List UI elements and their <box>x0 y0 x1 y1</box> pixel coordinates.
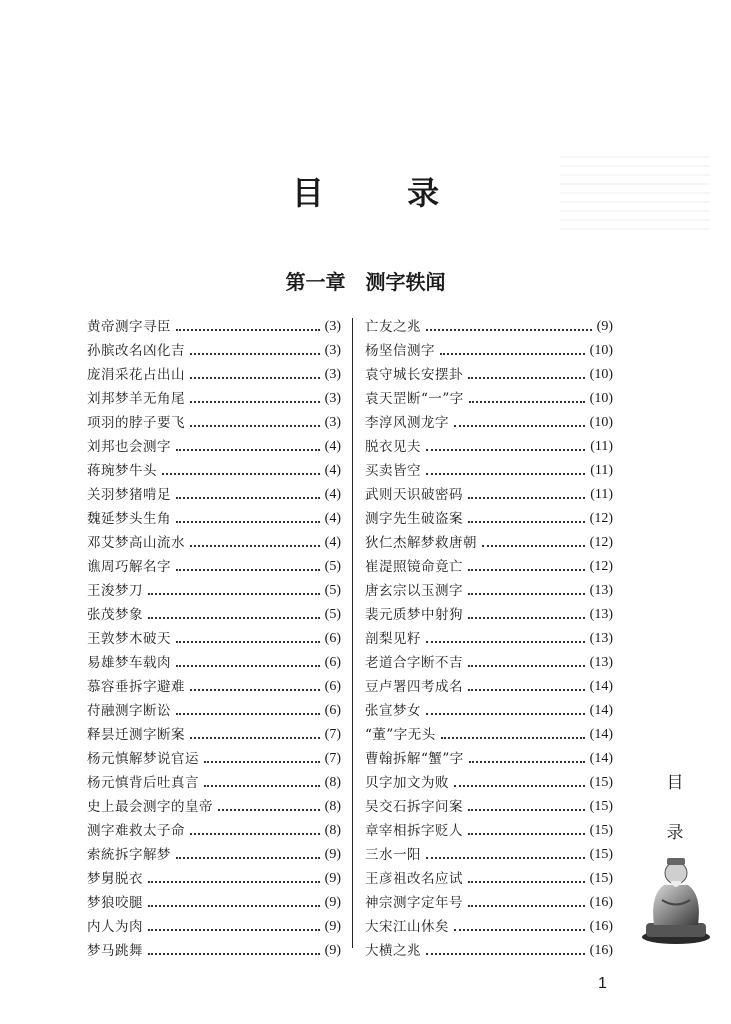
toc-entry-page: (5) <box>324 559 341 574</box>
toc-entry <box>365 675 613 699</box>
toc-entry-page: (9) <box>596 319 613 334</box>
toc-entry <box>87 483 341 507</box>
toc-entry-title: 易雄梦车载肉 <box>87 655 171 671</box>
toc-entry-title: 黄帝测字寻臣 <box>87 319 171 335</box>
toc-entry-title: 贝字加文为败 <box>365 775 449 791</box>
toc-entry <box>87 315 341 339</box>
toc-entry-title: “董”字无头 <box>365 727 436 743</box>
toc-entry-page: (11) <box>590 439 613 454</box>
toc-entry-page: (4) <box>324 487 341 502</box>
side-label-char-1: 目 <box>666 773 684 793</box>
toc-entry-title: 刘邦梦羊无角尾 <box>87 391 185 407</box>
toc-entry-title: 内人为肉 <box>87 919 143 935</box>
toc-entry-title: 张茂梦象 <box>87 607 143 623</box>
toc-entry-page: (12) <box>589 511 613 526</box>
toc-entry-title: 杨元慎背后吐真言 <box>87 775 199 791</box>
toc-dot-leader <box>176 497 320 499</box>
toc-right-column <box>365 315 613 963</box>
toc-entry-title: 刘邦也会测字 <box>87 439 171 455</box>
toc-dot-leader <box>190 737 320 739</box>
toc-entry-page: (15) <box>589 823 613 838</box>
toc-entry-title: 大横之兆 <box>365 943 421 959</box>
toc-entry <box>87 675 341 699</box>
toc-entry <box>365 459 613 483</box>
toc-entry-title: 大宋江山休矣 <box>365 919 449 935</box>
toc-entry-page: (5) <box>324 583 341 598</box>
toc-entry-title: 剖梨见籽 <box>365 631 421 647</box>
toc-entry <box>365 555 613 579</box>
toc-dot-leader <box>162 473 320 475</box>
toc-entry <box>365 771 613 795</box>
toc-entry-page: (14) <box>589 727 613 742</box>
toc-entry <box>365 891 613 915</box>
toc-dot-leader <box>176 857 320 859</box>
toc-entry-page: (15) <box>589 799 613 814</box>
toc-entry-title: 谯周巧解名字 <box>87 559 171 575</box>
toc-entry-title: 吴交石拆字问案 <box>365 799 463 815</box>
toc-entry-page: (13) <box>589 583 613 598</box>
toc-entry-title: 裴元质梦中射狗 <box>365 607 463 623</box>
toc-entry-page: (15) <box>589 871 613 886</box>
toc-entry-page: (6) <box>324 655 341 670</box>
toc-entry-page: (12) <box>589 535 613 550</box>
toc-entry <box>365 819 613 843</box>
toc-entry-title: 测字先生破盗案 <box>365 511 463 527</box>
toc-entry-title: 史上最会测字的皇帝 <box>87 799 213 815</box>
toc-entry-page: (4) <box>324 439 341 454</box>
toc-entry-title: 梦狼咬腿 <box>87 895 143 911</box>
page-number: 1 <box>598 975 607 992</box>
toc-entry-title: 张宣梦女 <box>365 703 421 719</box>
toc-dot-leader <box>426 641 585 643</box>
toc-dot-leader <box>468 905 585 907</box>
toc-dot-leader <box>148 905 320 907</box>
toc-entry-title: 章宰相拆字贬人 <box>365 823 463 839</box>
toc-dot-leader <box>190 425 320 427</box>
toc-entry-page: (3) <box>324 319 341 334</box>
toc-entry <box>365 339 613 363</box>
toc-entry-page: (13) <box>589 655 613 670</box>
toc-entry <box>87 915 341 939</box>
toc-entry <box>87 435 341 459</box>
toc-entry-title: 武则天识破密码 <box>365 487 463 503</box>
toc-entry <box>365 651 613 675</box>
toc-entry <box>365 315 613 339</box>
toc-entry-page: (7) <box>324 727 341 742</box>
toc-entry-page: (9) <box>324 895 341 910</box>
toc-dot-leader <box>468 617 585 619</box>
toc-dot-leader <box>190 689 320 691</box>
toc-dot-leader <box>148 953 320 955</box>
toc-entry-page: (11) <box>590 487 613 502</box>
toc-entry-title: 老道合字断不吉 <box>365 655 463 671</box>
toc-entry-page: (6) <box>324 679 341 694</box>
toc-entry-title: 三水一阳 <box>365 847 421 863</box>
toc-entry-title: 神宗测字定年号 <box>365 895 463 911</box>
toc-dot-leader <box>454 785 585 787</box>
toc-entry-page: (10) <box>589 415 613 430</box>
toc-dot-leader <box>190 401 320 403</box>
toc-entry <box>365 939 613 963</box>
toc-entry-page: (8) <box>324 775 341 790</box>
toc-entry-page: (3) <box>324 367 341 382</box>
toc-entry-page: (9) <box>324 871 341 886</box>
toc-entry <box>365 579 613 603</box>
toc-entry-title: 脱衣见夫 <box>365 439 421 455</box>
toc-entry-title: 杨元慎解梦说官运 <box>87 751 199 767</box>
toc-entry <box>365 843 613 867</box>
toc-dot-leader <box>190 353 320 355</box>
toc-entry <box>87 819 341 843</box>
toc-entry-title: 王敦梦木破天 <box>87 631 171 647</box>
toc-entry <box>87 411 341 435</box>
toc-entry-title: 狄仁杰解梦救唐朝 <box>365 535 477 551</box>
toc-entry-page: (6) <box>324 631 341 646</box>
toc-entry-page: (3) <box>324 415 341 430</box>
toc-entry-page: (11) <box>590 463 613 478</box>
toc-entry-page: (14) <box>589 679 613 694</box>
page-title: 目 录 <box>291 174 476 212</box>
toc-entry-page: (6) <box>324 703 341 718</box>
toc-entry <box>87 531 341 555</box>
toc-entry-title: 邓艾梦高山流水 <box>87 535 185 551</box>
toc-entry-title: 梦马跳舞 <box>87 943 143 959</box>
toc-entry-title: 袁天罡断“一”字 <box>365 391 464 407</box>
toc-entry-page: (4) <box>324 463 341 478</box>
toc-dot-leader <box>176 449 320 451</box>
toc-entry-page: (4) <box>324 511 341 526</box>
toc-entry <box>87 771 341 795</box>
toc-dot-leader <box>426 953 585 955</box>
toc-dot-leader <box>468 881 585 883</box>
toc-entry-page: (8) <box>324 823 341 838</box>
toc-dot-leader <box>468 377 585 379</box>
toc-dot-leader <box>426 713 585 715</box>
toc-entry <box>365 795 613 819</box>
toc-dot-leader <box>190 377 320 379</box>
toc-entry-title: 杨坚信测字 <box>365 343 435 359</box>
toc-dot-leader <box>176 569 320 571</box>
toc-dot-leader <box>176 713 320 715</box>
side-label-char-2: 录 <box>666 823 684 843</box>
toc-dot-leader <box>468 569 585 571</box>
toc-entry <box>365 603 613 627</box>
statue-figure-image <box>640 845 712 945</box>
toc-entry-title: 豆卢署四考成名 <box>365 679 463 695</box>
toc-entry <box>365 747 613 771</box>
toc-entry <box>87 795 341 819</box>
toc-entry-page: (15) <box>589 775 613 790</box>
toc-entry-page: (13) <box>589 631 613 646</box>
toc-entry-title: 亡友之兆 <box>365 319 421 335</box>
toc-entry <box>87 651 341 675</box>
toc-left-column <box>87 315 341 963</box>
toc-dot-leader <box>468 593 585 595</box>
toc-dot-leader <box>469 761 585 763</box>
toc-entry <box>365 699 613 723</box>
toc-entry <box>365 387 613 411</box>
toc-entry <box>87 747 341 771</box>
toc-entry <box>365 867 613 891</box>
toc-entry <box>365 915 613 939</box>
toc-entry-title: 魏延梦头生角 <box>87 511 171 527</box>
toc-entry-title: 买卖皆空 <box>365 463 421 479</box>
toc-dot-leader <box>468 809 585 811</box>
toc-dot-leader <box>204 785 320 787</box>
toc-entry-page: (7) <box>324 751 341 766</box>
toc-entry-title: 释昙迁测字断案 <box>87 727 185 743</box>
toc-dot-leader <box>441 737 585 739</box>
toc-entry-page: (14) <box>589 703 613 718</box>
toc-entry-title: 曹翰拆解“蟹”字 <box>365 751 464 767</box>
toc-entry-title: 唐玄宗以玉测字 <box>365 583 463 599</box>
toc-entry <box>87 387 341 411</box>
toc-dot-leader <box>468 497 585 499</box>
toc-entry-title: 项羽的脖子要飞 <box>87 415 185 431</box>
toc-entry-page: (16) <box>589 943 613 958</box>
toc-entry <box>365 723 613 747</box>
toc-dot-leader <box>176 329 320 331</box>
toc-dot-leader <box>454 425 585 427</box>
toc-dot-leader <box>440 353 585 355</box>
toc-entry-page: (10) <box>589 343 613 358</box>
toc-entry <box>87 723 341 747</box>
toc-dot-leader <box>176 665 320 667</box>
toc-entry-title: 慕容垂拆字避难 <box>87 679 185 695</box>
toc-entry-page: (13) <box>589 607 613 622</box>
toc-dot-leader <box>148 593 320 595</box>
toc-entry-title: 索統拆字解梦 <box>87 847 171 863</box>
toc-dot-leader <box>468 665 585 667</box>
toc-entry-page: (10) <box>589 367 613 382</box>
toc-entry-page: (15) <box>589 847 613 862</box>
toc-entry <box>87 507 341 531</box>
toc-entry <box>87 867 341 891</box>
toc-entry-title: 袁守城长安摆卦 <box>365 367 463 383</box>
toc-dot-leader <box>190 545 320 547</box>
toc-dot-leader <box>148 929 320 931</box>
toc-dot-leader <box>454 929 585 931</box>
toc-entry-title: 蒋琬梦牛头 <box>87 463 157 479</box>
toc-entry-title: 崔湜照镜命竟亡 <box>365 559 463 575</box>
toc-entry-title: 测字难救太子命 <box>87 823 185 839</box>
toc-dot-leader <box>468 521 585 523</box>
toc-dot-leader <box>482 545 585 547</box>
toc-entry-title: 关羽梦猪啃足 <box>87 487 171 503</box>
toc-dot-leader <box>468 689 585 691</box>
toc-entry-title: 庞涓采花占出山 <box>87 367 185 383</box>
toc-entry-page: (3) <box>324 391 341 406</box>
toc-entry <box>87 603 341 627</box>
toc-entry <box>365 507 613 531</box>
toc-entry-page: (10) <box>589 391 613 406</box>
toc-entry <box>87 555 341 579</box>
toc-entry <box>365 627 613 651</box>
toc-dot-leader <box>469 401 585 403</box>
toc-dot-leader <box>148 881 320 883</box>
toc-entry-page: (9) <box>324 943 341 958</box>
toc-dot-leader <box>426 857 585 859</box>
toc-entry <box>365 483 613 507</box>
toc-dot-leader <box>218 809 320 811</box>
column-divider <box>352 318 353 948</box>
toc-entry-page: (16) <box>589 895 613 910</box>
chapter-title: 第一章 测字轶闻 <box>285 270 446 294</box>
toc-entry <box>87 579 341 603</box>
toc-entry <box>87 891 341 915</box>
toc-entry-page: (12) <box>589 559 613 574</box>
toc-entry <box>365 531 613 555</box>
toc-entry <box>87 843 341 867</box>
toc-entry <box>87 459 341 483</box>
toc-entry-title: 李淳风测龙字 <box>365 415 449 431</box>
toc-entry-page: (5) <box>324 607 341 622</box>
toc-entry-page: (16) <box>589 919 613 934</box>
toc-entry <box>87 363 341 387</box>
toc-entry-title: 孙膑改名凶化吉 <box>87 343 185 359</box>
toc-entry <box>365 363 613 387</box>
toc-dot-leader <box>176 641 320 643</box>
toc-entry <box>87 339 341 363</box>
toc-entry-title: 苻融测字断讼 <box>87 703 171 719</box>
toc-entry-page: (8) <box>324 799 341 814</box>
toc-dot-leader <box>426 329 592 331</box>
toc-entry-page: (3) <box>324 343 341 358</box>
toc-dot-leader <box>176 521 320 523</box>
toc-dot-leader <box>426 449 585 451</box>
toc-dot-leader <box>190 833 320 835</box>
toc-entry-page: (9) <box>324 847 341 862</box>
toc-entry-title: 梦舅脱衣 <box>87 871 143 887</box>
toc-dot-leader <box>426 473 585 475</box>
toc-entry-page: (4) <box>324 535 341 550</box>
toc-entry <box>87 699 341 723</box>
toc-dot-leader <box>468 833 585 835</box>
toc-dot-leader <box>204 761 320 763</box>
toc-entry <box>87 939 341 963</box>
toc-entry-page: (9) <box>324 919 341 934</box>
toc-entry <box>87 627 341 651</box>
toc-entry <box>365 435 613 459</box>
toc-entry-title: 王浚梦刀 <box>87 583 143 599</box>
toc-entry <box>365 411 613 435</box>
toc-entry-title: 王彦祖改名应试 <box>365 871 463 887</box>
toc-entry-page: (14) <box>589 751 613 766</box>
toc-dot-leader <box>148 617 320 619</box>
